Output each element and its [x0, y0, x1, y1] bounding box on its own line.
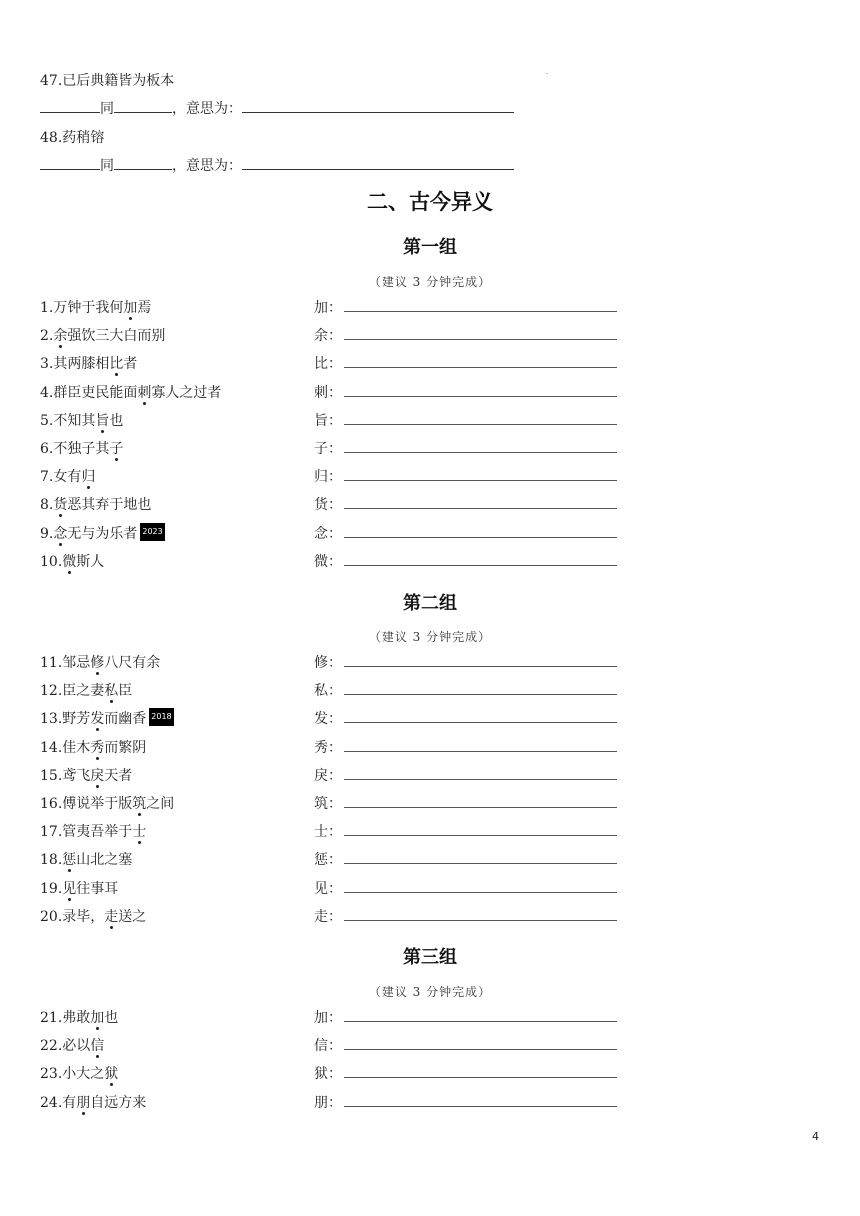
question-sentence	[40, 737, 146, 757]
emphasized-char: 加	[90, 1010, 105, 1026]
sentence-text: 而繁阴	[104, 740, 147, 756]
emphasized-char: 余	[53, 328, 68, 344]
meaning-label: ，意思为：	[172, 101, 242, 117]
target-char-label: 加：	[314, 1010, 342, 1026]
group-title: 第一组	[403, 237, 457, 258]
sentence-text: 7.女有	[40, 469, 82, 485]
target-char-label: 比：	[314, 356, 342, 372]
answer-line[interactable]	[344, 339, 617, 340]
blank-field[interactable]	[114, 100, 172, 113]
sentence-text: 9.	[40, 526, 54, 542]
question-row	[0, 1063, 860, 1085]
emphasized-char: 归	[81, 469, 96, 485]
question-sentence	[40, 382, 221, 402]
sentence-text: 1.万钟于我何	[40, 300, 124, 316]
emphasized-char: 私	[104, 683, 119, 699]
answer-line[interactable]	[344, 666, 617, 667]
sentence-text: 20.录毕，	[40, 909, 105, 925]
emphasized-char: 念	[53, 526, 68, 542]
emphasized-char: 朋	[76, 1095, 91, 1111]
target-char-label: 发：	[314, 711, 342, 727]
answer-line[interactable]	[344, 396, 617, 397]
question-sentence	[40, 765, 132, 785]
question-sentence	[40, 466, 95, 486]
answer-line[interactable]	[344, 311, 617, 312]
question-sentence	[40, 494, 151, 514]
sentence-text: 而幽香	[104, 711, 147, 727]
sentence-text: 12.臣之妻	[40, 683, 105, 699]
answer-line[interactable]	[344, 424, 617, 425]
question-row	[0, 353, 860, 375]
time-hint: （建议 3 分钟完成）	[368, 275, 492, 289]
question-sentence	[40, 1063, 118, 1083]
sentence-text: 15.鸢飞	[40, 768, 91, 784]
target-char-label: 狱：	[314, 1066, 342, 1082]
question-row	[0, 410, 860, 432]
sentence-text: 无与为乐者	[67, 526, 138, 542]
target-char-label: 信：	[314, 1038, 342, 1054]
question-sentence	[40, 878, 118, 898]
tong-label: 同	[100, 101, 114, 117]
question-sentence	[40, 325, 165, 345]
blank-field[interactable]	[40, 157, 100, 170]
answer-line[interactable]	[344, 751, 617, 752]
question-number: 48.	[40, 130, 63, 146]
answer-line[interactable]	[344, 863, 617, 864]
question-row	[0, 438, 860, 460]
question-sentence	[40, 906, 146, 926]
sentence-text: 之间	[146, 796, 175, 812]
year-badge: 2023	[140, 523, 164, 541]
time-hint: （建议 3 分钟完成）	[368, 630, 492, 644]
answer-line[interactable]	[344, 722, 617, 723]
question-row	[0, 523, 860, 545]
question-48-prompt	[40, 127, 104, 147]
emphasized-char: 刺	[137, 385, 152, 401]
sentence-text: 强饮三大白而别	[67, 328, 166, 344]
emphasized-char: 旨	[95, 413, 110, 429]
question-47-answer-line	[40, 98, 514, 118]
sentence-text: 6.不独子其	[40, 441, 110, 457]
answer-line[interactable]	[344, 920, 617, 921]
target-char-label: 见：	[314, 881, 342, 897]
question-row	[0, 382, 860, 404]
question-48-answer-line	[40, 155, 514, 175]
answer-line[interactable]	[344, 1049, 617, 1050]
emphasized-char: 子	[109, 441, 124, 457]
question-sentence	[40, 708, 174, 728]
section-title: 二、古今异义	[367, 190, 493, 214]
question-sentence	[40, 551, 104, 571]
target-char-label: 加：	[314, 300, 342, 316]
question-sentence	[40, 1035, 104, 1055]
sentence-text: 者	[123, 356, 138, 372]
answer-line[interactable]	[344, 537, 617, 538]
emphasized-char: 士	[132, 824, 147, 840]
answer-line[interactable]	[344, 1077, 617, 1078]
question-row	[0, 1007, 860, 1029]
sentence-text: 也	[109, 413, 124, 429]
question-sentence	[40, 438, 123, 458]
answer-line[interactable]	[344, 1106, 617, 1107]
sentence-text: 寡人之过者	[151, 385, 222, 401]
question-row	[0, 737, 860, 759]
question-sentence	[40, 353, 137, 373]
question-row	[0, 765, 860, 787]
sentence-text: 八尺有余	[104, 655, 161, 671]
question-number: 47.	[40, 73, 63, 89]
emphasized-char: 筑	[132, 796, 147, 812]
sentence-text: 恶其弃于地也	[67, 497, 152, 513]
sentence-text: 焉	[137, 300, 152, 316]
sentence-text: 天者	[104, 768, 133, 784]
sentence-text: 臣	[118, 683, 133, 699]
answer-line[interactable]	[344, 452, 617, 453]
question-sentence	[40, 1092, 146, 1112]
target-char-label: 朋：	[314, 1095, 342, 1111]
answer-line[interactable]	[344, 508, 617, 509]
target-char-label: 子：	[314, 441, 342, 457]
target-char-label: 刺：	[314, 385, 342, 401]
sentence-text: 送之	[118, 909, 147, 925]
emphasized-char: 戾	[90, 768, 105, 784]
question-sentence	[40, 821, 146, 841]
sentence-text: 5.不知其	[40, 413, 96, 429]
target-char-label: 余：	[314, 328, 342, 344]
question-sentence	[40, 849, 132, 869]
sentence-text: 19.	[40, 881, 63, 897]
sentence-text: 自远方来	[90, 1095, 147, 1111]
target-char-label: 筑：	[314, 796, 342, 812]
target-char-label: 归：	[314, 469, 342, 485]
answer-line[interactable]	[344, 807, 617, 808]
time-hint: （建议 3 分钟完成）	[368, 985, 492, 999]
scan-mark: -	[546, 70, 549, 77]
answer-line[interactable]	[344, 367, 617, 368]
sentence-text: 18.	[40, 852, 63, 868]
question-row	[0, 297, 860, 319]
question-row	[0, 878, 860, 900]
question-text: 药稍镕	[62, 130, 105, 146]
answer-line[interactable]	[344, 480, 617, 481]
question-sentence	[40, 297, 151, 317]
target-char-label: 货：	[314, 497, 342, 513]
answer-line[interactable]	[344, 1021, 617, 1022]
question-row	[0, 652, 860, 674]
meaning-blank[interactable]	[242, 100, 514, 113]
question-row	[0, 849, 860, 871]
emphasized-char: 秀	[90, 740, 105, 756]
sentence-text: 23.小大之	[40, 1066, 105, 1082]
question-sentence	[40, 410, 123, 430]
sentence-text: 11.邹忌	[40, 655, 91, 671]
answer-line[interactable]	[344, 694, 617, 695]
answer-line[interactable]	[344, 835, 617, 836]
sentence-text: 2.	[40, 328, 54, 344]
target-char-label: 走：	[314, 909, 342, 925]
emphasized-char: 见	[62, 881, 77, 897]
question-row	[0, 821, 860, 843]
emphasized-char: 修	[90, 655, 105, 671]
question-row	[0, 906, 860, 928]
sentence-text: 22.必以	[40, 1038, 91, 1054]
question-row	[0, 1035, 860, 1057]
sentence-text: 斯人	[76, 554, 105, 570]
sentence-text: 21.弗敢	[40, 1010, 91, 1026]
answer-line[interactable]	[344, 892, 617, 893]
sentence-text: 山北之塞	[76, 852, 133, 868]
meaning-label: ，意思为：	[172, 158, 242, 174]
question-text: 已后典籍皆为板本	[62, 73, 175, 89]
target-char-label: 修：	[314, 655, 342, 671]
emphasized-char: 信	[90, 1038, 105, 1054]
emphasized-char: 微	[62, 554, 77, 570]
sentence-text: 14.佳木	[40, 740, 91, 756]
question-sentence	[40, 793, 174, 813]
question-sentence	[40, 1007, 118, 1027]
page-number: 4	[812, 1130, 819, 1143]
blank-field[interactable]	[40, 100, 100, 113]
sentence-text: 24.有	[40, 1095, 77, 1111]
emphasized-char: 发	[90, 711, 105, 727]
target-char-label: 私：	[314, 683, 342, 699]
sentence-text: 8.	[40, 497, 54, 513]
emphasized-char: 狱	[104, 1066, 119, 1082]
sentence-text: 3.其两膝相	[40, 356, 110, 372]
emphasized-char: 加	[123, 300, 138, 316]
tong-label: 同	[100, 158, 114, 174]
answer-line[interactable]	[344, 779, 617, 780]
group-title: 第三组	[403, 947, 457, 968]
emphasized-char: 货	[53, 497, 68, 513]
sentence-text: 16.傅说举于版	[40, 796, 133, 812]
year-badge: 2018	[149, 708, 173, 726]
question-row	[0, 708, 860, 730]
sentence-text: 往事耳	[76, 881, 119, 897]
question-row	[0, 325, 860, 347]
question-sentence	[40, 680, 132, 700]
sentence-text: 也	[104, 1010, 119, 1026]
target-char-label: 秀：	[314, 740, 342, 756]
question-sentence	[40, 523, 165, 543]
question-row	[0, 1092, 860, 1114]
question-47-prompt	[40, 70, 174, 90]
sentence-text: 4.群臣吏民能面	[40, 385, 138, 401]
target-char-label: 念：	[314, 526, 342, 542]
question-row	[0, 551, 860, 573]
target-char-label: 微：	[314, 554, 342, 570]
emphasized-char: 惩	[62, 852, 77, 868]
group-title: 第二组	[403, 593, 457, 614]
emphasized-char: 比	[109, 356, 124, 372]
sentence-text: 13.野芳	[40, 711, 91, 727]
question-row	[0, 793, 860, 815]
meaning-blank[interactable]	[242, 157, 514, 170]
blank-field[interactable]	[114, 157, 172, 170]
question-row	[0, 680, 860, 702]
sentence-text: 17.管夷吾举于	[40, 824, 133, 840]
question-sentence	[40, 652, 160, 672]
target-char-label: 士：	[314, 824, 342, 840]
target-char-label: 惩：	[314, 852, 342, 868]
target-char-label: 旨：	[314, 413, 342, 429]
emphasized-char: 走	[104, 909, 119, 925]
sentence-text: 10.	[40, 554, 63, 570]
question-row	[0, 494, 860, 516]
question-row	[0, 466, 860, 488]
answer-line[interactable]	[344, 565, 617, 566]
target-char-label: 戾：	[314, 768, 342, 784]
